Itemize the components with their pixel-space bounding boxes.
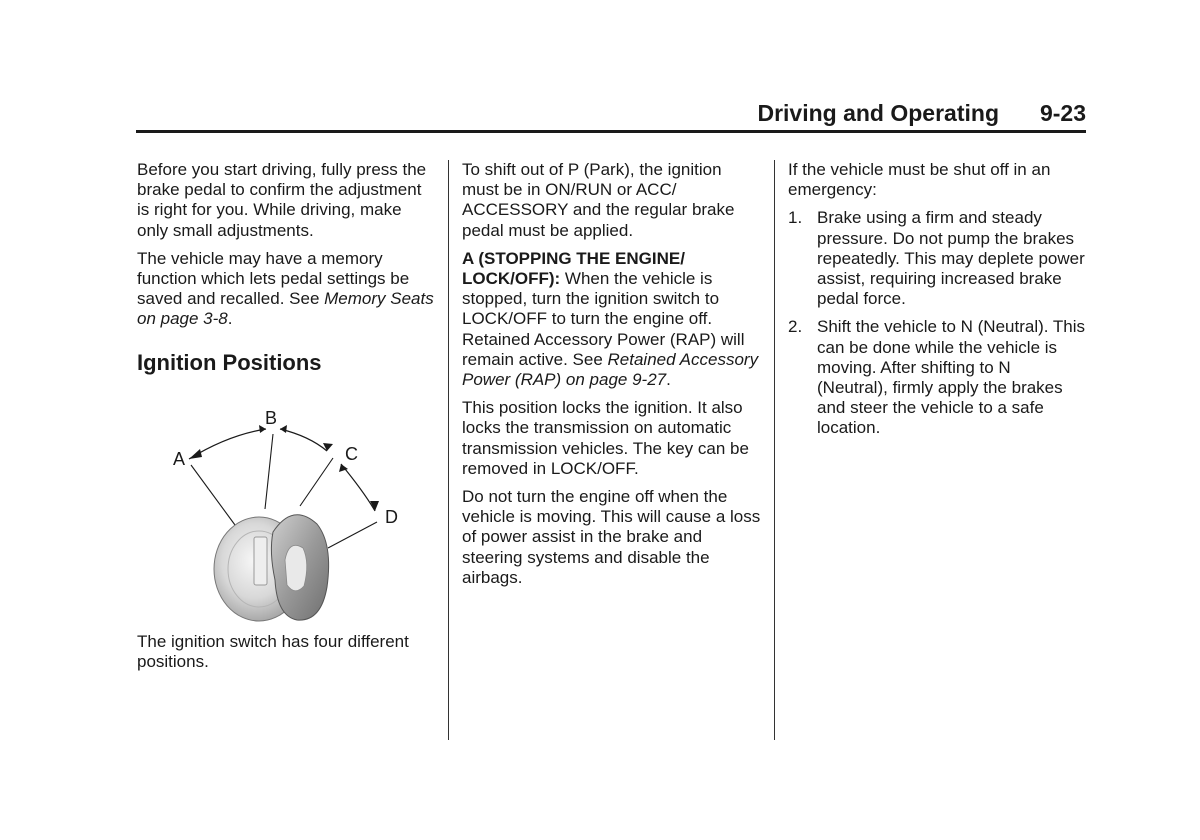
leader-line-c bbox=[300, 458, 333, 506]
paragraph-emergency-intro: If the vehicle must be shut off in an emergency: bbox=[788, 160, 1051, 200]
column-2 bbox=[462, 160, 762, 596]
label-a: A bbox=[173, 448, 186, 469]
position-a-heading: A (STOPPING THE ENGINE/ LOCK/OFF): bbox=[462, 248, 685, 289]
page-header bbox=[136, 98, 1086, 133]
ignition-diagram bbox=[137, 382, 437, 632]
page-number: 9-23 bbox=[1039, 100, 1086, 126]
key-slot-icon bbox=[254, 537, 267, 585]
paragraph-brake-pedal: Before you start driving, fully press the brake pedal to confirm the adjustment is right for you. While driving, make only small adjustments. bbox=[137, 160, 427, 240]
arrowhead-a bbox=[189, 449, 202, 459]
paragraph-shift-out-of-park: To shift out of P (Park), the ignition must be in ON/RUN or ACC/ ACCESSORY and the regular brake pedal must be applied. bbox=[462, 160, 735, 240]
column-divider-1 bbox=[448, 160, 449, 740]
list-item bbox=[788, 317, 1086, 438]
label-d: D bbox=[385, 506, 398, 527]
label-c: C bbox=[345, 443, 358, 464]
list-item-text: Brake using a firm and steady pressure. Do not pump the brakes repeatedly. This may deplete power assist, requiring increased brake pedal force. bbox=[817, 208, 1085, 309]
label-b: B bbox=[265, 407, 278, 428]
list-item-text: Shift the vehicle to N (Neutral). This can be done while the vehicle is moving. After shifting to N (Neutral), firmly apply the brakes and steer the vehicle to a safe location. bbox=[817, 317, 1086, 438]
paragraph-memory-function bbox=[137, 249, 437, 330]
section-title: Driving and Operating bbox=[757, 100, 999, 126]
list-item bbox=[788, 208, 1086, 309]
paragraph-end: . bbox=[227, 309, 233, 329]
paragraph-locks-ignition: This position locks the ignition. It also locks the transmission on automatic transmission vehicles. The key can be removed in LOCK/OFF. bbox=[462, 398, 749, 478]
list-item-number: 1. bbox=[788, 208, 803, 228]
figure-caption: The ignition switch has four different positions. bbox=[137, 631, 409, 671]
arrowhead-b-right bbox=[280, 425, 287, 433]
column-divider-2 bbox=[774, 160, 775, 740]
position-arc-bc bbox=[280, 429, 327, 451]
leader-line-b bbox=[265, 434, 273, 509]
leader-line-d bbox=[328, 522, 377, 548]
paragraph-text: When the vehicle is stopped, turn the ignition switch to LOCK/OFF to turn the engine off. Retained Accessory Power (RAP) will remain active. See bbox=[462, 269, 745, 369]
paragraph-end: . bbox=[666, 370, 671, 390]
leader-line-a bbox=[191, 465, 235, 525]
cross-reference-rap[interactable]: Retained Accessory Power (RAP) on page 9-27 bbox=[462, 349, 759, 390]
section-heading: Ignition Positions bbox=[137, 349, 322, 375]
column-3 bbox=[788, 160, 1086, 447]
list-item-number: 2. bbox=[788, 317, 803, 337]
arrowhead-c-left bbox=[323, 443, 333, 451]
paragraph-position-a bbox=[462, 249, 762, 390]
paragraph-text: The vehicle may have a memory function which lets pedal settings be saved and recalled. See bbox=[137, 248, 410, 309]
column-1 bbox=[137, 160, 437, 680]
cross-reference-memory-seats[interactable]: Memory Seats on page 3-8 bbox=[137, 289, 434, 329]
emergency-steps-list bbox=[788, 208, 1086, 438]
paragraph-do-not-turn-off: Do not turn the engine off when the vehicle is moving. This will cause a loss of power assist in the brake and steering systems and disable the airbags. bbox=[462, 487, 761, 587]
position-arc-cd bbox=[341, 464, 375, 511]
